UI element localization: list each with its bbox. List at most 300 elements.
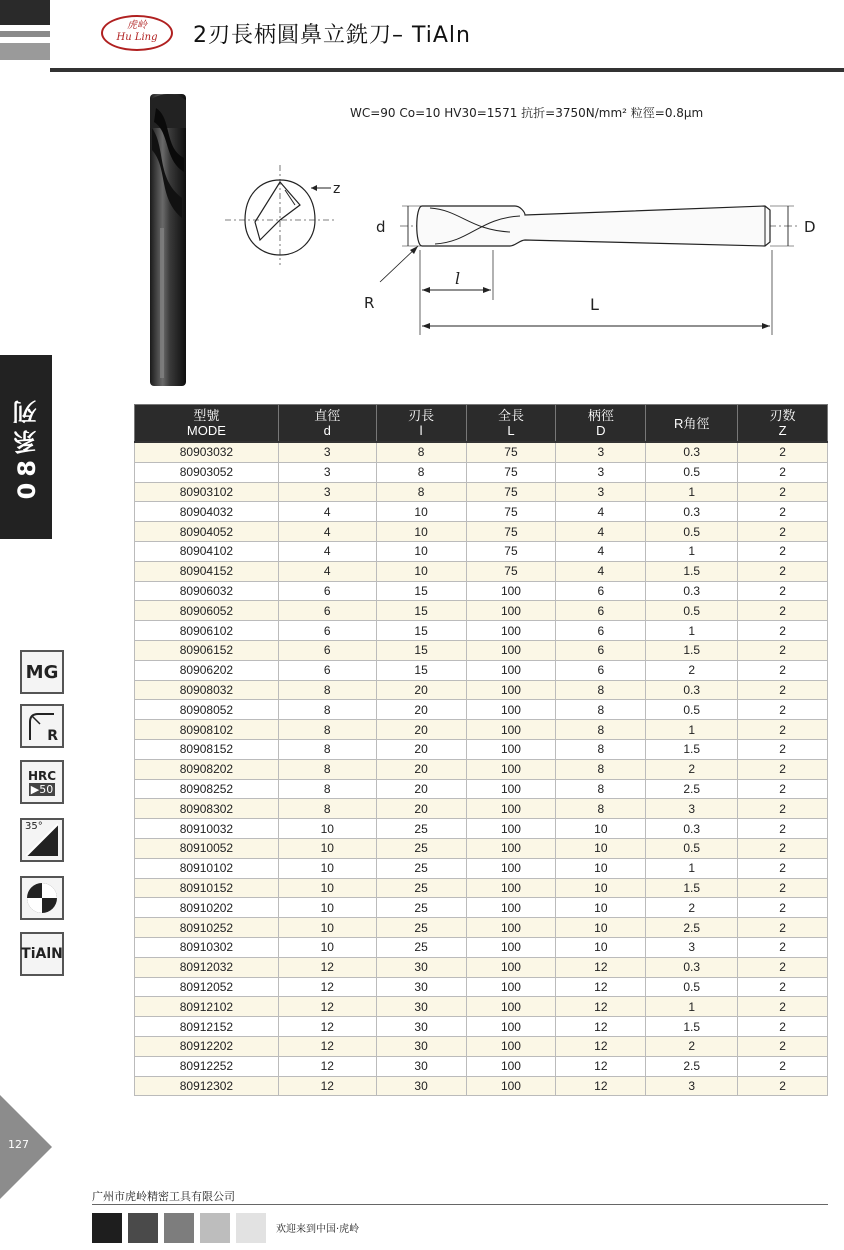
table-row (135, 918, 828, 938)
table-cell: 2 (738, 759, 828, 779)
table-cell: 10 (376, 502, 466, 522)
footer-divider (92, 1204, 828, 1205)
table-cell: 2 (646, 898, 738, 918)
table-cell: 80908202 (135, 759, 279, 779)
table-cell: 4 (556, 561, 646, 581)
table-cell: 15 (376, 581, 466, 601)
table-cell: 6 (278, 581, 376, 601)
table-cell: 100 (466, 581, 556, 601)
table-cell: 2 (738, 997, 828, 1017)
page-title: 2刃長柄圓鼻立銑刀– TiAln (193, 23, 471, 48)
table-row (135, 878, 828, 898)
color-swatch (128, 1213, 158, 1243)
page-number: 127 (8, 1138, 29, 1151)
table-cell: 1 (646, 720, 738, 740)
table-cell: 8 (278, 680, 376, 700)
table-row (135, 502, 828, 522)
table-body (135, 442, 828, 1096)
table-cell: 12 (278, 957, 376, 977)
table-cell: 2.5 (646, 1056, 738, 1076)
table-cell: 8 (376, 442, 466, 462)
table-cell: 6 (278, 601, 376, 621)
color-swatch (236, 1213, 266, 1243)
table-cell: 75 (466, 462, 556, 482)
column-header-cn: 刃数 (769, 408, 796, 423)
table-cell: 10 (278, 819, 376, 839)
table-cell: 4 (278, 541, 376, 561)
table-cell: 2 (738, 482, 828, 502)
table-cell: 100 (466, 601, 556, 621)
table-cell: 4 (556, 522, 646, 542)
logo-text-en: Hu Ling (116, 32, 158, 43)
table-cell: 75 (466, 442, 556, 462)
table-cell: 12 (278, 997, 376, 1017)
brand-logo (101, 15, 173, 51)
table-cell: 10 (278, 937, 376, 957)
table-row (135, 601, 828, 621)
table-cell: 0.3 (646, 581, 738, 601)
table-cell: 100 (466, 720, 556, 740)
table-cell: 80906152 (135, 640, 279, 660)
corner-block-light (0, 43, 50, 60)
table-cell: 80912252 (135, 1056, 279, 1076)
table-cell: 2 (738, 680, 828, 700)
table-cell: 0.5 (646, 700, 738, 720)
column-header-cn: R角徑 (673, 415, 710, 431)
table-row (135, 522, 828, 542)
logo-text-cn: 虎岭 (127, 20, 147, 31)
table-cell: 0.5 (646, 601, 738, 621)
table-cell: 2 (738, 838, 828, 858)
table-cell: 20 (376, 739, 466, 759)
color-swatch (164, 1213, 194, 1243)
table-cell: 6 (278, 660, 376, 680)
column-header-cn: 柄徑 (587, 408, 614, 423)
table-cell: 80910102 (135, 858, 279, 878)
table-cell: 12 (556, 977, 646, 997)
table-cell: 20 (376, 680, 466, 700)
table-cell: 3 (556, 462, 646, 482)
table-cell: 2 (738, 561, 828, 581)
table-cell: 100 (466, 779, 556, 799)
table-cell: 100 (466, 660, 556, 680)
table-cell: 4 (278, 522, 376, 542)
table-cell: 80912202 (135, 1036, 279, 1056)
table-cell: 20 (376, 720, 466, 740)
table-cell: 20 (376, 700, 466, 720)
table-cell: 6 (278, 640, 376, 660)
table-cell: 0.3 (646, 819, 738, 839)
end-view-drawing (225, 160, 365, 270)
table-cell: 4 (556, 502, 646, 522)
hrc-label: HRC (27, 768, 57, 783)
table-cell: 1.5 (646, 739, 738, 759)
mg-grade-icon (20, 650, 64, 694)
table-cell: 3 (278, 482, 376, 502)
column-header-en: MODE (186, 423, 226, 438)
table-row (135, 1056, 828, 1076)
table-cell: 25 (376, 819, 466, 839)
table-cell: 2 (738, 1017, 828, 1037)
table-cell: 8 (556, 680, 646, 700)
column-header-cn: 全長 (497, 408, 524, 423)
table-cell: 2 (738, 1036, 828, 1056)
table-row (135, 1017, 828, 1037)
table-cell: 25 (376, 918, 466, 938)
table-cell: 2 (738, 878, 828, 898)
table-row (135, 957, 828, 977)
table-cell: 2 (738, 621, 828, 641)
table-row (135, 1036, 828, 1056)
table-cell: 80910052 (135, 838, 279, 858)
table-cell: 10 (278, 878, 376, 898)
table-cell: 10 (278, 898, 376, 918)
center-cut-icon (20, 876, 64, 920)
table-cell: 80908302 (135, 799, 279, 819)
table-cell: 100 (466, 957, 556, 977)
table-cell: 2 (738, 937, 828, 957)
table-cell: 6 (278, 621, 376, 641)
column-header-en: Z (778, 423, 787, 438)
table-cell: 15 (376, 601, 466, 621)
table-cell: 30 (376, 1056, 466, 1076)
table-row (135, 482, 828, 502)
table-cell: 2 (738, 522, 828, 542)
table-cell: 2 (646, 759, 738, 779)
table-cell: 80906202 (135, 660, 279, 680)
table-cell: 100 (466, 640, 556, 660)
table-cell: 8 (278, 759, 376, 779)
table-cell: 2 (738, 640, 828, 660)
table-cell: 1 (646, 621, 738, 641)
table-cell: 12 (278, 1036, 376, 1056)
table-cell: 12 (278, 977, 376, 997)
table-cell: 10 (376, 541, 466, 561)
column-header (556, 405, 646, 443)
table-cell: 1.5 (646, 878, 738, 898)
table-cell: 2 (738, 898, 828, 918)
table-cell: 25 (376, 858, 466, 878)
table-cell: 80904102 (135, 541, 279, 561)
table-cell: 80903032 (135, 442, 279, 462)
table-cell: 2 (738, 442, 828, 462)
table-row (135, 561, 828, 581)
table-cell: 80912302 (135, 1076, 279, 1096)
table-cell: 100 (466, 680, 556, 700)
table-cell: 75 (466, 541, 556, 561)
table-cell: 100 (466, 799, 556, 819)
table-cell: 2 (646, 1036, 738, 1056)
table-cell: 20 (376, 799, 466, 819)
table-cell: 3 (556, 442, 646, 462)
table-cell: 3 (646, 937, 738, 957)
table-cell: 2.5 (646, 918, 738, 938)
table-cell: 12 (556, 957, 646, 977)
label-D: D (804, 218, 816, 236)
table-cell: 8 (376, 482, 466, 502)
table-cell: 100 (466, 997, 556, 1017)
table-cell: 80904032 (135, 502, 279, 522)
header-divider (50, 68, 844, 72)
table-cell: 1 (646, 858, 738, 878)
table-cell: 10 (556, 918, 646, 938)
table-cell: 8 (556, 700, 646, 720)
table-cell: 80912102 (135, 997, 279, 1017)
table-cell: 1 (646, 482, 738, 502)
table-cell: 2 (738, 502, 828, 522)
radius-label: R (47, 728, 58, 744)
table-cell: 1 (646, 541, 738, 561)
table-cell: 2 (738, 601, 828, 621)
table-cell: 80912052 (135, 977, 279, 997)
side-view-drawing (360, 160, 830, 345)
table-row (135, 898, 828, 918)
table-cell: 2 (738, 739, 828, 759)
column-header-en: L (507, 423, 515, 438)
table-cell: 8 (278, 799, 376, 819)
series-side-tab (0, 355, 52, 539)
table-row (135, 858, 828, 878)
table-cell: 100 (466, 1017, 556, 1037)
table-cell: 75 (466, 482, 556, 502)
table-cell: 1.5 (646, 561, 738, 581)
table-cell: 0.5 (646, 462, 738, 482)
table-cell: 10 (278, 838, 376, 858)
table-cell: 3 (278, 442, 376, 462)
table-cell: 8 (278, 739, 376, 759)
table-cell: 2 (738, 700, 828, 720)
table-cell: 0.5 (646, 977, 738, 997)
column-header-cn: 型號 (193, 408, 220, 423)
table-cell: 75 (466, 502, 556, 522)
label-L: L (590, 295, 599, 314)
table-cell: 3 (556, 482, 646, 502)
table-cell: 2 (738, 858, 828, 878)
table-cell: 3 (278, 462, 376, 482)
table-cell: 12 (556, 1036, 646, 1056)
table-row (135, 462, 828, 482)
table-cell: 80906032 (135, 581, 279, 601)
table-cell: 80908152 (135, 739, 279, 759)
table-cell: 20 (376, 779, 466, 799)
table-cell: 2 (738, 779, 828, 799)
table-cell: 12 (278, 1017, 376, 1037)
table-cell: 80903052 (135, 462, 279, 482)
column-header (738, 405, 828, 443)
company-name: 广州市虎岭精密工具有限公司 (92, 1190, 235, 1203)
table-cell: 0.3 (646, 502, 738, 522)
label-z: z (333, 181, 341, 197)
table-cell: 4 (278, 502, 376, 522)
table-cell: 100 (466, 918, 556, 938)
table-cell: 2 (738, 541, 828, 561)
table-cell: 8 (556, 779, 646, 799)
table-cell: 2 (738, 462, 828, 482)
table-cell: 30 (376, 1036, 466, 1056)
table-cell: 10 (556, 937, 646, 957)
hardness-icon (20, 760, 64, 804)
table-cell: 80910302 (135, 937, 279, 957)
table-cell: 100 (466, 739, 556, 759)
table-cell: 25 (376, 937, 466, 957)
table-cell: 30 (376, 957, 466, 977)
label-R: R (364, 294, 375, 312)
table-cell: 80912152 (135, 1017, 279, 1037)
table-row (135, 581, 828, 601)
table-cell: 80910152 (135, 878, 279, 898)
table-row (135, 700, 828, 720)
table-cell: 2 (738, 918, 828, 938)
table-cell: 10 (376, 561, 466, 581)
helix-angle-icon (20, 818, 64, 862)
table-cell: 15 (376, 640, 466, 660)
table-cell: 1.5 (646, 640, 738, 660)
table-cell: 4 (556, 541, 646, 561)
table-cell: 25 (376, 838, 466, 858)
table-cell: 2 (738, 799, 828, 819)
table-cell: 8 (556, 739, 646, 759)
table-cell: 30 (376, 977, 466, 997)
table-cell: 80903102 (135, 482, 279, 502)
table-cell: 100 (466, 621, 556, 641)
table-cell: 1 (646, 997, 738, 1017)
table-cell: 6 (556, 601, 646, 621)
table-cell: 8 (278, 779, 376, 799)
table-cell: 2 (738, 660, 828, 680)
table-cell: 2 (646, 660, 738, 680)
table-cell: 8 (278, 720, 376, 740)
table-cell: 80912032 (135, 957, 279, 977)
table-row (135, 799, 828, 819)
table-cell: 12 (278, 1056, 376, 1076)
table-cell: 10 (278, 918, 376, 938)
table-cell: 2 (738, 1056, 828, 1076)
column-header-cn: 直徑 (314, 408, 341, 423)
table-cell: 25 (376, 878, 466, 898)
table-header (135, 405, 828, 443)
column-header-en: D (596, 423, 606, 438)
table-cell: 0.3 (646, 957, 738, 977)
table-cell: 30 (376, 1017, 466, 1037)
table-cell: 10 (556, 838, 646, 858)
table-cell: 3 (646, 799, 738, 819)
table-cell: 100 (466, 1076, 556, 1096)
table-cell: 75 (466, 522, 556, 542)
table-cell: 3 (646, 1076, 738, 1096)
angle-label: 35° (25, 821, 43, 832)
table-row (135, 759, 828, 779)
corner-block-mid (0, 31, 50, 37)
column-header-en: l (419, 423, 423, 438)
table-cell: 6 (556, 581, 646, 601)
table-cell: 10 (556, 858, 646, 878)
table-row (135, 838, 828, 858)
table-cell: 80906102 (135, 621, 279, 641)
table-cell: 80910202 (135, 898, 279, 918)
table-row (135, 739, 828, 759)
hrc-value: ▶50 (30, 782, 54, 796)
table-cell: 2 (738, 957, 828, 977)
table-cell: 20 (376, 759, 466, 779)
table-cell: 100 (466, 858, 556, 878)
table-cell: 2 (738, 720, 828, 740)
table-cell: 8 (278, 700, 376, 720)
center-cut-glyph (24, 880, 60, 916)
table-cell: 2 (738, 1076, 828, 1096)
table-cell: 12 (556, 1076, 646, 1096)
table-cell: 2 (738, 977, 828, 997)
table-cell: 80904152 (135, 561, 279, 581)
table-row (135, 819, 828, 839)
label-d: d (376, 218, 386, 236)
table-cell: 100 (466, 898, 556, 918)
table-header-row (135, 405, 828, 443)
coating-label: TiAlN (21, 946, 63, 962)
table-cell: 12 (556, 997, 646, 1017)
mg-label: MG (25, 661, 59, 683)
table-cell: 100 (466, 1036, 556, 1056)
table-cell: 80906052 (135, 601, 279, 621)
table-cell: 10 (556, 819, 646, 839)
table-cell: 8 (376, 462, 466, 482)
table-cell: 100 (466, 1056, 556, 1076)
column-header (466, 405, 556, 443)
table-cell: 10 (376, 522, 466, 542)
table-cell: 15 (376, 621, 466, 641)
color-swatch (92, 1213, 122, 1243)
table-cell: 30 (376, 997, 466, 1017)
material-specs: WC=90 Co=10 HV30=1571 抗折=3750N/mm² 粒徑=0.8μm (350, 106, 704, 120)
spec-table (134, 404, 828, 1096)
corner-block-dark (0, 0, 50, 25)
table-cell: 2 (738, 819, 828, 839)
table-cell: 15 (376, 660, 466, 680)
table-cell: 1.5 (646, 1017, 738, 1037)
table-cell: 0.5 (646, 522, 738, 542)
table-row (135, 442, 828, 462)
table-cell: 80910032 (135, 819, 279, 839)
table-cell: 80908032 (135, 680, 279, 700)
table-cell: 30 (376, 1076, 466, 1096)
table-cell: 100 (466, 878, 556, 898)
table-row (135, 997, 828, 1017)
table-cell: 80908102 (135, 720, 279, 740)
table-cell: 2.5 (646, 779, 738, 799)
table-cell: 8 (556, 720, 646, 740)
welcome-text: 欢迎来到中国·虎岭 (276, 1224, 360, 1235)
coating-icon (20, 932, 64, 976)
label-l: l (455, 269, 461, 288)
table-cell: 80908052 (135, 700, 279, 720)
table-cell: 12 (278, 1076, 376, 1096)
table-row (135, 977, 828, 997)
table-cell: 80908252 (135, 779, 279, 799)
table-cell: 8 (556, 799, 646, 819)
table-cell: 80904052 (135, 522, 279, 542)
table-cell: 12 (556, 1056, 646, 1076)
table-cell: 10 (556, 878, 646, 898)
corner-radius-icon (20, 704, 64, 748)
table-row (135, 937, 828, 957)
table-cell: 6 (556, 621, 646, 641)
column-header (646, 405, 738, 443)
table-cell: 8 (556, 759, 646, 779)
table-cell: 6 (556, 640, 646, 660)
table-cell: 100 (466, 700, 556, 720)
table-cell: 0.3 (646, 442, 738, 462)
column-header-en: d (323, 423, 331, 438)
column-header-cn: 刃長 (408, 408, 435, 423)
